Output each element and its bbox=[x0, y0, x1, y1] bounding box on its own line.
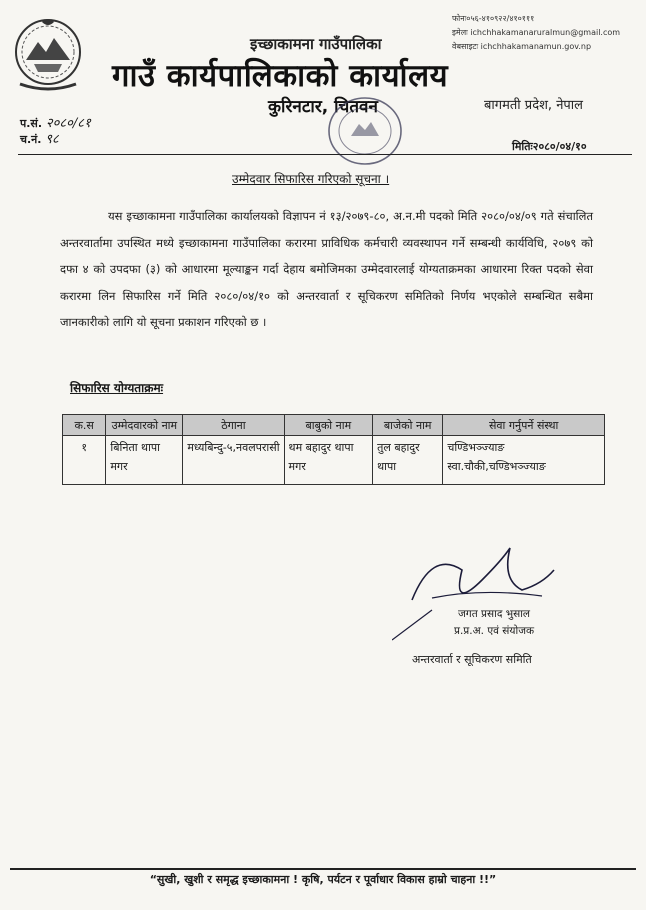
contact-block bbox=[452, 12, 620, 54]
ps-value: २०८०/८१ bbox=[45, 116, 91, 131]
municipality-name: इच्छाकामना गाउँपालिका bbox=[250, 35, 382, 53]
col-father-name: बाबुको नाम bbox=[284, 415, 373, 436]
candidate-table bbox=[62, 414, 605, 485]
col-grandfather-name: बाजेको नाम bbox=[373, 415, 443, 436]
basis-title: सिफारिस योग्यताक्रमः bbox=[70, 381, 164, 395]
signatory-block bbox=[454, 606, 534, 640]
col-address: ठेगाना bbox=[183, 415, 284, 436]
header-divider bbox=[18, 154, 632, 155]
notice-body: यस इच्छाकामना गाउँपालिका कार्यालयको विज्ञापन नं १३/२०७९-८०, अ.न.मी पदको मिति २०८०/०४/०९ गते संचालित अन्तरवार्तामा उपस्थित मध्ये इच्छाकामना गाउँपालिका करारमा प्राविधिक कर्मचारी व्यवस्थापन गर्ने सम्बन्धी कार्यविधि, २०७९ को दफा ४ को उपदफा (३) को आधारमा मूल्याङ्कन गर्दा देहाय बमोजिमका उम्मेदवारलाई योग्यताक्रमका आधारमा रिक्त पदको सेवा करारमा लिन सिफारिस गर्ने मिति २०८०/०४/१० को अन्तरवार्ता र सूचिकरण समितिको निर्णय भएकोले सम्बन्धित सबैमा जानकारीको लागि यो सूचना प्रकाशन गरिएको छ । bbox=[60, 209, 593, 329]
notice-date: मितिः२०८०/०४/१० bbox=[512, 140, 587, 153]
col-candidate-name: उम्मेदवारको नाम bbox=[106, 415, 183, 436]
cell-candidate-name: बिनिता थापा मगर bbox=[106, 436, 183, 485]
table-header-row bbox=[63, 415, 605, 436]
nepal-emblem-logo bbox=[12, 14, 84, 94]
signatory-title: प्र.प्र.अ. एवं संयोजक bbox=[454, 625, 535, 637]
col-institution: सेवा गर्नुपर्ने संस्था bbox=[443, 415, 605, 436]
cn-value: ९८ bbox=[45, 132, 59, 147]
cell-institution: चण्डिभञ्ज्याङ स्वा.चौकी,चण्डिभञ्ज्याङ bbox=[443, 436, 605, 485]
footer-slogan: “सुखी, खुशी र समृद्ध इच्छाकामना ! कृषि, पर्यटन र पूर्वाधार विकास हाम्रो चाहना !!” bbox=[149, 873, 497, 886]
website-text: वेबसाइटः ichchhakamanamun.gov.np bbox=[452, 42, 592, 51]
reference-block bbox=[20, 116, 91, 148]
cell-grandfather-name: तुल बहादुर थापा bbox=[373, 436, 443, 485]
notice-title: उम्मेदवार सिफारिस गरिएको सूचना । bbox=[232, 172, 390, 186]
committee-name: अन्तरवार्ता र सूचिकरण समिति bbox=[412, 653, 532, 666]
ps-label: प.सं. bbox=[20, 117, 43, 130]
email-text: इमेलः ichchhakamanaruralmun@gmail.com bbox=[452, 28, 621, 37]
cell-address: मध्यबिन्दु-५,नवलपरासी bbox=[183, 436, 284, 485]
col-serial: क.स bbox=[63, 415, 106, 436]
cell-serial: १ bbox=[63, 436, 106, 485]
phone-text: फोनः०५६-४१०९२२/४१०१११ bbox=[452, 14, 535, 23]
cell-father-name: थम बहादुर थापा मगर bbox=[284, 436, 373, 485]
cn-label: च.नं. bbox=[20, 133, 42, 146]
office-stamp bbox=[325, 94, 405, 168]
table-row bbox=[63, 436, 605, 485]
footer-divider bbox=[10, 868, 636, 870]
office-title: गाउँ कार्यपालिकाको कार्यालय bbox=[112, 58, 449, 94]
office-location: कुरिनटार, चितवन bbox=[268, 97, 378, 117]
signatory-name: जगत प्रसाद भुसाल bbox=[458, 608, 531, 620]
province-text: बागमती प्रदेश, नेपाल bbox=[484, 98, 583, 113]
